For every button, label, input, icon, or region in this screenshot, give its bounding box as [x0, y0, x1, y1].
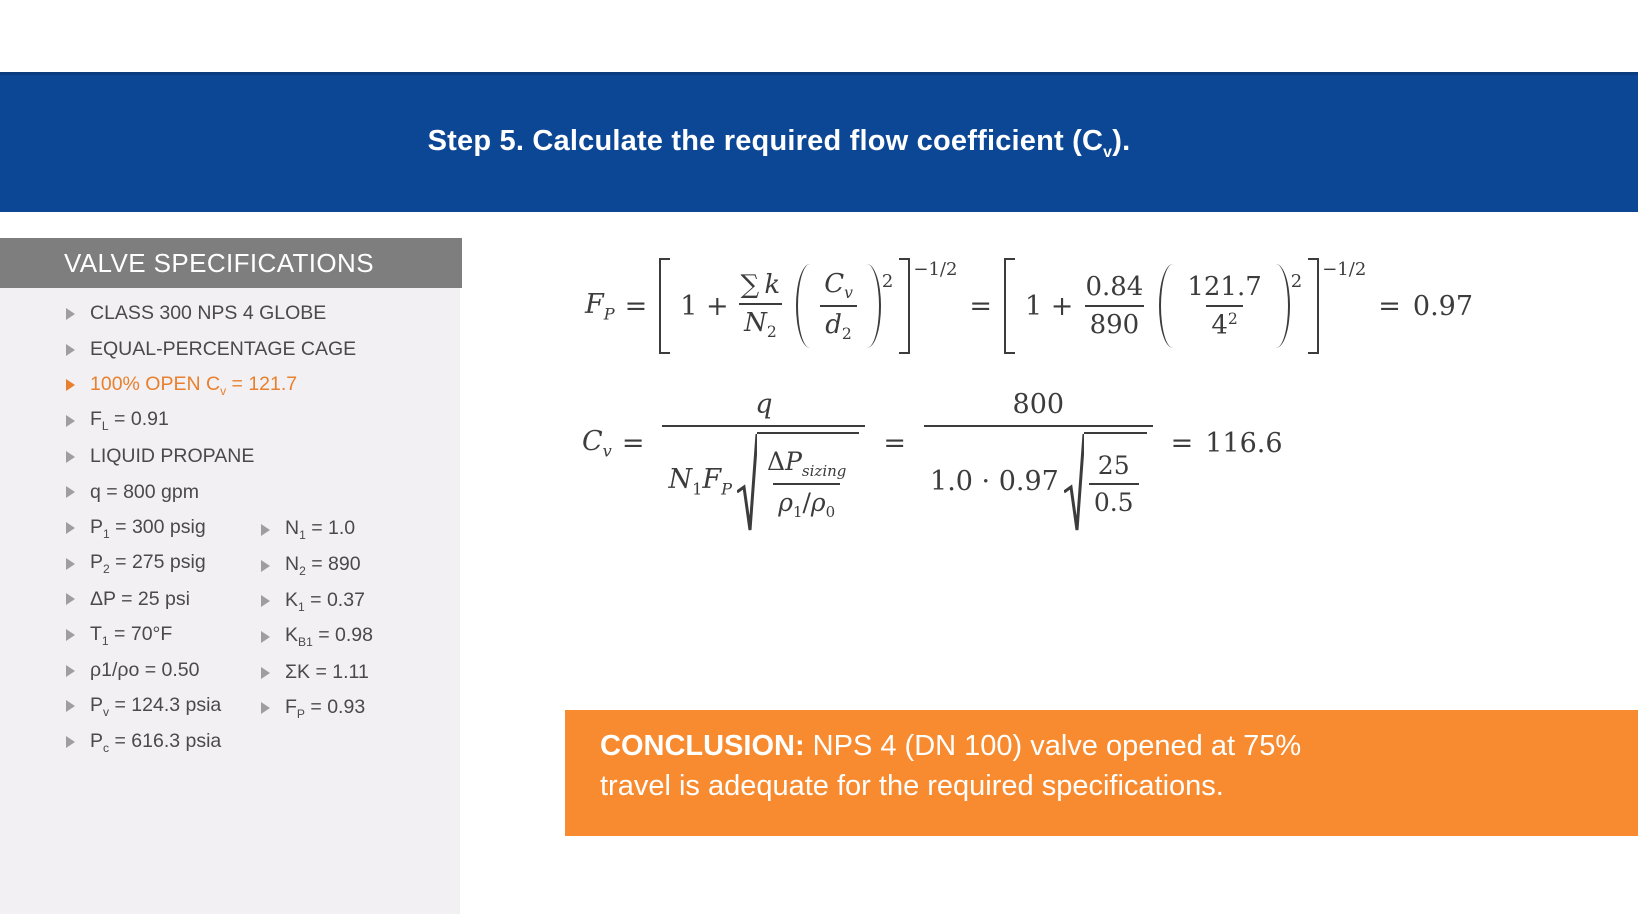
- page-title: [428, 125, 1211, 162]
- cv-symbolic-fraction: [662, 389, 865, 532]
- fp-symbolic-group: [659, 258, 957, 354]
- spec-item-label: q = 800 gpm: [90, 480, 199, 503]
- square-root: [737, 432, 859, 532]
- fp-lhs: $F_P$: [585, 288, 615, 324]
- spec-item-label: $K_{B1} = 0.98$: [285, 624, 373, 650]
- numerator: $\Delta P_{sizing}$: [767, 447, 847, 480]
- equals-sign: =: [621, 427, 645, 459]
- triangle-bullet-icon: [66, 736, 75, 748]
- triangle-bullet-icon: [66, 415, 75, 427]
- spec-item-label: 100% OPEN $C_v = 121.7$: [90, 372, 298, 398]
- spec-list-right: [195, 512, 373, 726]
- radical-icon: [1064, 432, 1084, 532]
- spec-item: [195, 583, 373, 619]
- spec-item-label: EQUAL-PERCENTAGE CAGE: [90, 338, 357, 361]
- title-bar: [0, 72, 1638, 212]
- squared-exponent: 2: [881, 271, 894, 292]
- spec-item-label: $P_2 = 275$ psig: [90, 551, 206, 577]
- numerator: 121.7: [1187, 271, 1262, 302]
- denominator: [924, 425, 1153, 532]
- spec-item: [195, 512, 373, 548]
- equals-sign: =: [883, 427, 907, 459]
- conclusion-box: [565, 710, 1638, 836]
- triangle-bullet-icon: [261, 702, 270, 714]
- numerator: 25: [1097, 451, 1130, 480]
- sidebar: [0, 288, 460, 914]
- numerator: 800: [1012, 388, 1065, 420]
- triangle-bullet-icon: [261, 595, 270, 607]
- spec-item-label: $F_L = 0.91$: [90, 408, 169, 434]
- left-paren: [1159, 264, 1173, 348]
- spec-item: [0, 367, 356, 403]
- right-bracket: [1308, 258, 1319, 354]
- right-paren: [867, 264, 881, 348]
- coefficient: 1.0 · 0.97: [930, 466, 1059, 497]
- triangle-bullet-icon: [66, 558, 75, 570]
- cv-result: 116.6: [1205, 427, 1283, 459]
- triangle-bullet-icon: [66, 451, 75, 463]
- outer-exponent: −1/2: [913, 259, 958, 280]
- denominator: $\rho_1/\rho_0$: [773, 483, 840, 521]
- triangle-bullet-icon: [261, 667, 270, 679]
- radicand: [757, 432, 859, 532]
- left-paren: [796, 264, 810, 348]
- triangle-bullet-icon: [66, 522, 75, 534]
- spec-item-label: $P_c = 616.3$ psia: [90, 729, 222, 755]
- fraction: [762, 447, 851, 521]
- triangle-bullet-icon: [66, 379, 75, 391]
- formula-fp: [585, 247, 1475, 365]
- equals-sign: =: [969, 290, 993, 322]
- spec-item: [0, 403, 356, 439]
- triangle-bullet-icon: [261, 631, 270, 643]
- equals-sign: =: [624, 290, 648, 322]
- fp-numeric-group: [1004, 258, 1366, 354]
- spec-item: [195, 619, 373, 655]
- fraction: [1182, 272, 1266, 341]
- spec-item: [0, 474, 356, 510]
- page-title-subscript: v: [1103, 143, 1113, 161]
- denominator: $N_2$: [739, 303, 782, 341]
- spec-item: [0, 439, 356, 475]
- spec-item-label: $N_1 = 1.0$: [285, 517, 356, 543]
- fp-result: 0.97: [1412, 290, 1474, 322]
- spec-item-label: $T_1 = 70^\circ F$: [90, 622, 173, 648]
- spec-item-label: $K_1 = 0.37$: [285, 588, 365, 614]
- spec-item-label: $P_1 = 300$ psig: [90, 515, 206, 541]
- math-token: 1 +: [1025, 290, 1074, 322]
- conclusion-line-1: [600, 726, 1618, 766]
- triangle-bullet-icon: [66, 665, 75, 677]
- spec-item: [0, 724, 356, 760]
- math-token: 1 +: [680, 290, 729, 322]
- page-title-text: Step 5. Calculate the required flow coefficient (C: [427, 125, 1104, 158]
- spec-item-label: $N_2 = 890$: [285, 553, 361, 578]
- triangle-bullet-icon: [66, 486, 75, 498]
- spec-item-label: LIQUID PROPANE: [90, 445, 255, 468]
- triangle-bullet-icon: [66, 344, 75, 356]
- outer-exponent: −1/2: [1322, 259, 1367, 280]
- spec-item: [0, 332, 356, 368]
- numerator: 0.84: [1085, 272, 1144, 302]
- fraction: [1080, 272, 1148, 340]
- spec-item-label: ΣK = 1.11: [285, 661, 369, 684]
- sidebar-title: VALVE SPECIFICATIONS: [64, 247, 374, 278]
- triangle-bullet-icon: [66, 629, 75, 641]
- denominator: $d_2$: [820, 305, 857, 343]
- spec-item-label: CLASS 300 NPS 4 GLOBE: [90, 302, 327, 325]
- square-root: [1064, 432, 1147, 532]
- right-paren: [1276, 264, 1290, 348]
- numerator: $C_v$: [824, 268, 853, 302]
- triangle-bullet-icon: [66, 593, 75, 605]
- spec-item: [195, 690, 373, 726]
- numerator: ∑ k: [740, 270, 781, 301]
- spec-item: [195, 548, 373, 584]
- denominator: [662, 425, 865, 532]
- left-bracket: [659, 258, 670, 354]
- numerator: q: [755, 388, 773, 420]
- denominator: $4^2$: [1206, 305, 1242, 341]
- page-title-end: ).: [1112, 125, 1131, 158]
- cv-lhs: $C_v$: [582, 425, 612, 461]
- fraction: [819, 269, 858, 343]
- equals-sign: =: [1170, 427, 1194, 459]
- spec-item-label: $P_v = 124.3$ psia: [90, 693, 222, 719]
- formula-cv: [582, 383, 1285, 521]
- spec-item-label: ρ1/ρo = 0.50: [90, 659, 200, 682]
- spec-item: [195, 655, 373, 691]
- conclusion-line-2: travel is adequate for the required specifications.: [600, 770, 1224, 802]
- radicand: [1084, 432, 1147, 532]
- triangle-bullet-icon: [261, 524, 270, 536]
- conclusion-text-1: NPS 4 (DN 100) valve opened at 75%: [804, 730, 1302, 762]
- squared-exponent: 2: [1290, 271, 1303, 292]
- sidebar-header: [0, 238, 462, 288]
- coefficient: $N_1F_P$: [668, 464, 733, 499]
- triangle-bullet-icon: [66, 308, 75, 320]
- right-bracket: [899, 258, 910, 354]
- radical-icon: [737, 432, 757, 532]
- triangle-bullet-icon: [66, 700, 75, 712]
- denominator: 0.5: [1089, 483, 1139, 517]
- spec-item-label: $F_P = 0.93$: [285, 695, 366, 721]
- conclusion-label: CONCLUSION:: [600, 730, 805, 762]
- left-bracket: [1004, 258, 1015, 354]
- spec-item: [0, 296, 356, 332]
- cv-numeric-fraction: [924, 389, 1153, 532]
- fraction: [736, 270, 786, 341]
- fraction: [1089, 451, 1139, 517]
- equals-sign: =: [1378, 290, 1401, 322]
- triangle-bullet-icon: [261, 560, 270, 572]
- spec-item-label: ΔP = 25 psi: [90, 587, 190, 610]
- denominator: 890: [1085, 305, 1145, 340]
